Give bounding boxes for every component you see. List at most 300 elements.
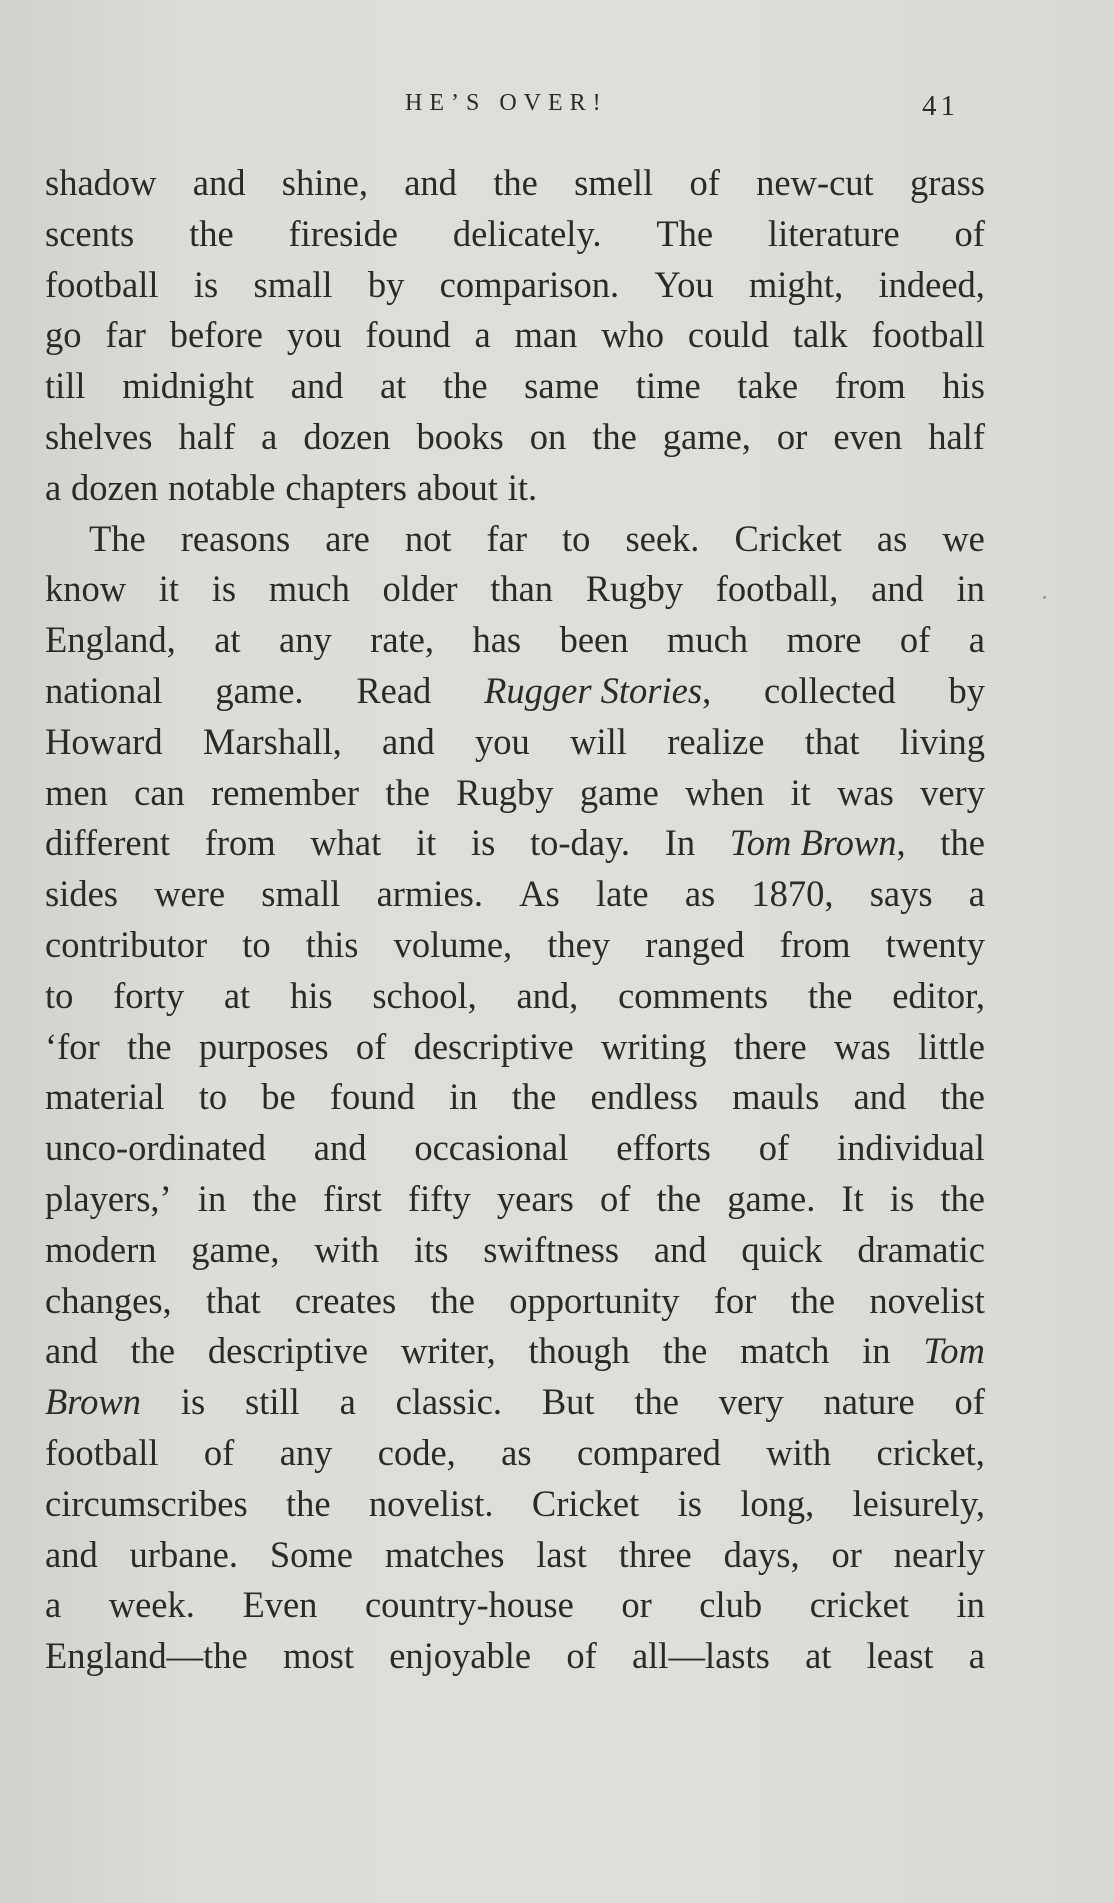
word: game. bbox=[727, 1177, 816, 1219]
word: talk bbox=[792, 314, 848, 356]
word: of bbox=[689, 162, 720, 203]
word: comparison. bbox=[439, 263, 620, 305]
word: by bbox=[948, 669, 985, 711]
word: very bbox=[718, 1381, 784, 1423]
word: quick bbox=[741, 1228, 823, 1270]
word: and bbox=[853, 1076, 907, 1118]
word: writing bbox=[601, 1025, 707, 1067]
word: about bbox=[416, 466, 498, 508]
word: sides bbox=[45, 873, 118, 915]
word: in bbox=[862, 1330, 891, 1372]
word: before bbox=[169, 314, 263, 356]
word: ranged bbox=[645, 923, 745, 965]
word: matches bbox=[384, 1533, 505, 1575]
word: Cricket bbox=[531, 1482, 640, 1524]
word: all—lasts bbox=[631, 1635, 770, 1677]
word: a bbox=[968, 873, 985, 915]
word: country-house bbox=[364, 1584, 574, 1626]
word: twenty bbox=[885, 923, 985, 965]
word: any bbox=[279, 1431, 333, 1473]
text-line bbox=[45, 412, 985, 463]
word: to bbox=[562, 517, 591, 559]
word: for bbox=[713, 1279, 757, 1321]
word: its bbox=[413, 1228, 449, 1270]
word: circumscribes bbox=[45, 1482, 248, 1524]
word: small bbox=[261, 873, 341, 915]
word: of bbox=[954, 212, 985, 254]
word: forty bbox=[113, 974, 185, 1016]
word: compared bbox=[576, 1431, 721, 1473]
word: mauls bbox=[732, 1076, 820, 1118]
word: scents bbox=[45, 212, 135, 254]
word: changes, bbox=[45, 1279, 172, 1321]
word: found bbox=[365, 314, 451, 356]
word: and bbox=[653, 1228, 707, 1270]
word: dozen bbox=[303, 415, 391, 457]
word: material bbox=[45, 1076, 165, 1118]
word: far bbox=[105, 314, 146, 356]
word: take bbox=[737, 365, 799, 407]
word: of bbox=[600, 1177, 631, 1219]
word: and bbox=[871, 568, 924, 610]
word: who bbox=[601, 314, 665, 356]
word: contributor bbox=[45, 923, 208, 965]
word: know bbox=[45, 568, 127, 610]
word: It bbox=[841, 1177, 864, 1219]
word: purposes bbox=[198, 1025, 329, 1067]
word: his bbox=[289, 974, 333, 1016]
word: The bbox=[656, 212, 714, 254]
text-line bbox=[45, 514, 985, 565]
word: that bbox=[205, 1279, 261, 1321]
word: to bbox=[242, 923, 271, 965]
word: week. bbox=[108, 1584, 195, 1626]
word: Even bbox=[242, 1584, 318, 1626]
word: As bbox=[519, 873, 560, 915]
word: to bbox=[198, 1076, 228, 1118]
word: football, bbox=[715, 568, 839, 610]
word: days, bbox=[723, 1533, 800, 1575]
word: In bbox=[664, 822, 696, 864]
body-text bbox=[45, 158, 985, 1682]
word: half bbox=[928, 415, 985, 457]
word: code, bbox=[377, 1431, 456, 1473]
word: three bbox=[618, 1533, 692, 1575]
word: classic. bbox=[395, 1381, 503, 1423]
word: and bbox=[313, 1127, 367, 1169]
text-line bbox=[45, 1072, 985, 1123]
word: found bbox=[329, 1076, 416, 1118]
word: the bbox=[807, 974, 853, 1016]
text-line bbox=[45, 1174, 985, 1225]
word: dozen bbox=[71, 466, 159, 508]
word: of bbox=[203, 1431, 235, 1473]
word: Rugby bbox=[456, 771, 554, 813]
word: descriptive bbox=[207, 1330, 369, 1372]
word: are bbox=[325, 517, 370, 559]
word: you bbox=[475, 720, 530, 762]
word: late bbox=[595, 873, 649, 915]
word: not bbox=[404, 517, 452, 559]
paper-speck bbox=[1043, 596, 1046, 599]
word: from bbox=[779, 923, 851, 965]
word: of bbox=[954, 1381, 985, 1423]
word: his bbox=[942, 365, 985, 407]
word: cricket, bbox=[876, 1431, 985, 1473]
word: at bbox=[379, 365, 407, 407]
word: with bbox=[766, 1431, 832, 1473]
word: might, bbox=[748, 263, 844, 305]
word: same bbox=[524, 365, 600, 407]
word: armies. bbox=[376, 873, 483, 915]
word: we bbox=[942, 517, 985, 559]
word: is bbox=[889, 1177, 915, 1219]
word: far bbox=[486, 517, 528, 559]
word: the bbox=[493, 162, 538, 203]
word: more bbox=[786, 619, 862, 661]
word: unco-ordinated bbox=[45, 1127, 266, 1169]
word: occasional bbox=[414, 1127, 569, 1169]
word: is bbox=[470, 822, 496, 864]
word: ‘for bbox=[45, 1025, 100, 1067]
word: at bbox=[805, 1635, 832, 1677]
word: till bbox=[45, 365, 86, 407]
word: novelist. bbox=[368, 1482, 494, 1524]
word: individual bbox=[836, 1127, 985, 1169]
word: writer, bbox=[400, 1330, 496, 1372]
word: the bbox=[127, 1025, 172, 1067]
word: chapters bbox=[285, 466, 407, 508]
word: in bbox=[956, 1584, 985, 1626]
word: it bbox=[158, 568, 180, 610]
word: is bbox=[180, 1381, 206, 1423]
word: older bbox=[382, 568, 458, 610]
word: the bbox=[634, 1381, 679, 1423]
word: the bbox=[940, 1076, 985, 1118]
word: football bbox=[871, 314, 985, 356]
word: to-day. bbox=[530, 822, 631, 864]
word: smell bbox=[574, 162, 654, 203]
word: and bbox=[45, 1533, 98, 1575]
word: been bbox=[559, 619, 629, 661]
word: the bbox=[511, 1076, 557, 1118]
word: different bbox=[45, 822, 170, 864]
word: much bbox=[268, 568, 350, 610]
word: collected bbox=[763, 669, 896, 711]
word: in bbox=[197, 1177, 227, 1219]
word: literature bbox=[767, 212, 900, 254]
paragraph bbox=[45, 514, 985, 1682]
word: Tom bbox=[923, 1330, 985, 1372]
word: or bbox=[776, 415, 808, 457]
word: still bbox=[244, 1381, 300, 1423]
page-number: 41 bbox=[922, 90, 959, 122]
text-line bbox=[45, 1580, 985, 1631]
word: could bbox=[687, 314, 770, 356]
word: what bbox=[310, 822, 382, 864]
word: game. bbox=[215, 669, 304, 711]
text-line bbox=[45, 666, 985, 717]
word: school, bbox=[372, 974, 477, 1016]
word: nature bbox=[823, 1381, 915, 1423]
word: a bbox=[339, 1381, 356, 1423]
word: on bbox=[529, 415, 567, 457]
word: the bbox=[592, 415, 637, 457]
word: shine, bbox=[281, 162, 368, 203]
word: and bbox=[382, 720, 435, 762]
word: or bbox=[831, 1533, 862, 1575]
word: with bbox=[314, 1228, 380, 1270]
word: a bbox=[474, 314, 491, 356]
word: it bbox=[790, 771, 811, 813]
word: living bbox=[899, 720, 985, 762]
word: swiftness bbox=[483, 1228, 620, 1270]
word: the bbox=[385, 771, 430, 813]
word: fifty bbox=[407, 1177, 471, 1219]
word: the bbox=[430, 1279, 475, 1321]
word: as bbox=[684, 873, 716, 915]
word: urbane. bbox=[129, 1533, 238, 1575]
text-line bbox=[45, 564, 985, 615]
word: players,’ bbox=[45, 1177, 172, 1219]
word: last bbox=[536, 1533, 587, 1575]
paragraph bbox=[45, 158, 985, 514]
text-line bbox=[45, 1225, 985, 1276]
word: efforts bbox=[616, 1127, 711, 1169]
word: seek. bbox=[625, 517, 700, 559]
word: and bbox=[404, 162, 457, 203]
word: midnight bbox=[122, 365, 255, 407]
text-line bbox=[45, 1123, 985, 1174]
word: creates bbox=[294, 1279, 397, 1321]
word: Howard bbox=[45, 720, 163, 762]
word: indeed, bbox=[878, 263, 985, 305]
word: the bbox=[662, 1330, 708, 1372]
word: of bbox=[899, 619, 931, 661]
word: a bbox=[261, 415, 278, 457]
word: the bbox=[940, 1177, 985, 1219]
word: long, bbox=[740, 1482, 815, 1524]
word: time bbox=[635, 365, 701, 407]
word: cricket bbox=[809, 1584, 909, 1626]
word: the bbox=[442, 365, 488, 407]
word: least bbox=[866, 1635, 934, 1677]
word: little bbox=[918, 1025, 985, 1067]
word: in bbox=[956, 568, 985, 610]
page-header bbox=[0, 90, 1114, 130]
word: national bbox=[45, 669, 163, 711]
word: volume, bbox=[393, 923, 513, 965]
word: by bbox=[367, 263, 405, 305]
word: shadow bbox=[45, 162, 157, 203]
word: leisurely, bbox=[852, 1482, 985, 1524]
word: be bbox=[261, 1076, 296, 1118]
word: dramatic bbox=[857, 1228, 985, 1270]
word: though bbox=[528, 1330, 630, 1372]
word: Rugby bbox=[585, 568, 684, 610]
word: You bbox=[654, 263, 714, 305]
word: is bbox=[193, 263, 219, 305]
word: as bbox=[876, 517, 908, 559]
word: club bbox=[699, 1584, 763, 1626]
text-line bbox=[45, 869, 985, 920]
word: reasons bbox=[180, 517, 291, 559]
text-line bbox=[45, 1326, 985, 1377]
word: modern bbox=[45, 1228, 157, 1270]
word: from bbox=[204, 822, 276, 864]
word: game bbox=[579, 771, 659, 813]
word: 1870, bbox=[751, 873, 834, 915]
word: was bbox=[833, 1025, 891, 1067]
word: shelves bbox=[45, 415, 153, 457]
word: enjoyable bbox=[389, 1635, 532, 1677]
word: at bbox=[223, 974, 251, 1016]
text-line bbox=[45, 209, 985, 260]
text-line bbox=[45, 361, 985, 412]
word: they bbox=[547, 923, 611, 965]
text-line bbox=[45, 260, 985, 311]
word: opportunity bbox=[509, 1279, 680, 1321]
text-line bbox=[45, 615, 985, 666]
word: first bbox=[323, 1177, 382, 1219]
word: from bbox=[834, 365, 906, 407]
word: any bbox=[279, 619, 332, 661]
word: Cricket bbox=[734, 517, 842, 559]
word: Rugger Stories, bbox=[484, 669, 712, 711]
word: endless bbox=[590, 1076, 698, 1118]
word: the bbox=[252, 1177, 297, 1219]
word: Brown bbox=[45, 1381, 141, 1423]
word: men bbox=[45, 771, 108, 813]
word: and bbox=[192, 162, 246, 203]
word: or bbox=[621, 1584, 652, 1626]
word: when bbox=[685, 771, 765, 813]
word: of bbox=[758, 1127, 790, 1169]
word: very bbox=[920, 771, 985, 813]
running-head: HE’S OVER! bbox=[405, 90, 608, 116]
word: you bbox=[286, 314, 342, 356]
word: was bbox=[837, 771, 894, 813]
text-line bbox=[45, 768, 985, 819]
word: is bbox=[677, 1482, 702, 1524]
word: in bbox=[449, 1076, 478, 1118]
word: and bbox=[290, 365, 344, 407]
word: editor, bbox=[892, 974, 985, 1016]
text-line bbox=[45, 1377, 985, 1428]
word: will bbox=[570, 720, 627, 762]
word: England, bbox=[45, 619, 176, 661]
word: England—the bbox=[45, 1635, 248, 1677]
word: there bbox=[733, 1025, 807, 1067]
word: and, bbox=[516, 974, 579, 1016]
word: says bbox=[869, 873, 933, 915]
word: the bbox=[790, 1279, 836, 1321]
word: a bbox=[45, 466, 62, 508]
word: than bbox=[490, 568, 554, 610]
word: game, bbox=[662, 415, 751, 457]
word: small bbox=[253, 263, 333, 305]
word: at bbox=[214, 619, 241, 661]
word: to bbox=[45, 974, 74, 1016]
word: has bbox=[472, 619, 522, 661]
word: a bbox=[45, 1584, 62, 1626]
word: the bbox=[285, 1482, 331, 1524]
text-line bbox=[45, 310, 985, 361]
word: fireside bbox=[288, 212, 398, 254]
word: and bbox=[45, 1330, 98, 1372]
word: it bbox=[415, 822, 437, 864]
word: But bbox=[541, 1381, 595, 1423]
word: books bbox=[416, 415, 504, 457]
word: a bbox=[968, 1635, 985, 1677]
word: new-cut bbox=[756, 162, 874, 203]
word: comments bbox=[618, 974, 769, 1016]
text-line bbox=[45, 158, 985, 209]
word: can bbox=[134, 771, 185, 813]
word: remember bbox=[211, 771, 360, 813]
word: Tom Brown, bbox=[729, 822, 906, 864]
text-line bbox=[45, 971, 985, 1022]
word: a bbox=[968, 619, 985, 661]
word: of bbox=[566, 1635, 597, 1677]
word: as bbox=[501, 1431, 532, 1473]
word: nearly bbox=[893, 1533, 985, 1575]
word: man bbox=[514, 314, 578, 356]
word: descriptive bbox=[413, 1025, 574, 1067]
word: grass bbox=[909, 162, 985, 203]
text-line bbox=[45, 818, 985, 869]
word: football bbox=[45, 263, 159, 305]
text-line bbox=[45, 1631, 985, 1682]
word: this bbox=[305, 923, 359, 965]
word: it. bbox=[507, 466, 538, 508]
word: rate, bbox=[370, 619, 434, 661]
text-line bbox=[45, 463, 985, 514]
word: notable bbox=[168, 466, 276, 508]
word: half bbox=[178, 415, 236, 457]
word: match bbox=[740, 1330, 830, 1372]
text-line bbox=[45, 920, 985, 971]
word: Some bbox=[269, 1533, 353, 1575]
word: the bbox=[130, 1330, 176, 1372]
word: much bbox=[666, 619, 749, 661]
word: that bbox=[804, 720, 860, 762]
word: football bbox=[45, 1431, 159, 1473]
word: realize bbox=[667, 720, 765, 762]
text-line bbox=[45, 1022, 985, 1073]
word: the bbox=[656, 1177, 702, 1219]
word: even bbox=[833, 415, 903, 457]
word: is bbox=[211, 568, 237, 610]
word: years bbox=[496, 1177, 574, 1219]
word: go bbox=[45, 314, 82, 356]
word: Marshall, bbox=[202, 720, 342, 762]
word: the bbox=[940, 822, 985, 864]
word: Read bbox=[356, 669, 432, 711]
text-line bbox=[45, 1276, 985, 1327]
word: of bbox=[355, 1025, 387, 1067]
word: novelist bbox=[869, 1279, 985, 1321]
word: game, bbox=[191, 1228, 280, 1270]
text-line bbox=[45, 1530, 985, 1581]
text-line bbox=[45, 1479, 985, 1530]
word: most bbox=[282, 1635, 354, 1677]
text-line bbox=[45, 717, 985, 768]
word: the bbox=[189, 212, 234, 254]
text-line bbox=[45, 1428, 985, 1479]
word: were bbox=[154, 873, 226, 915]
word: delicately. bbox=[452, 212, 602, 254]
